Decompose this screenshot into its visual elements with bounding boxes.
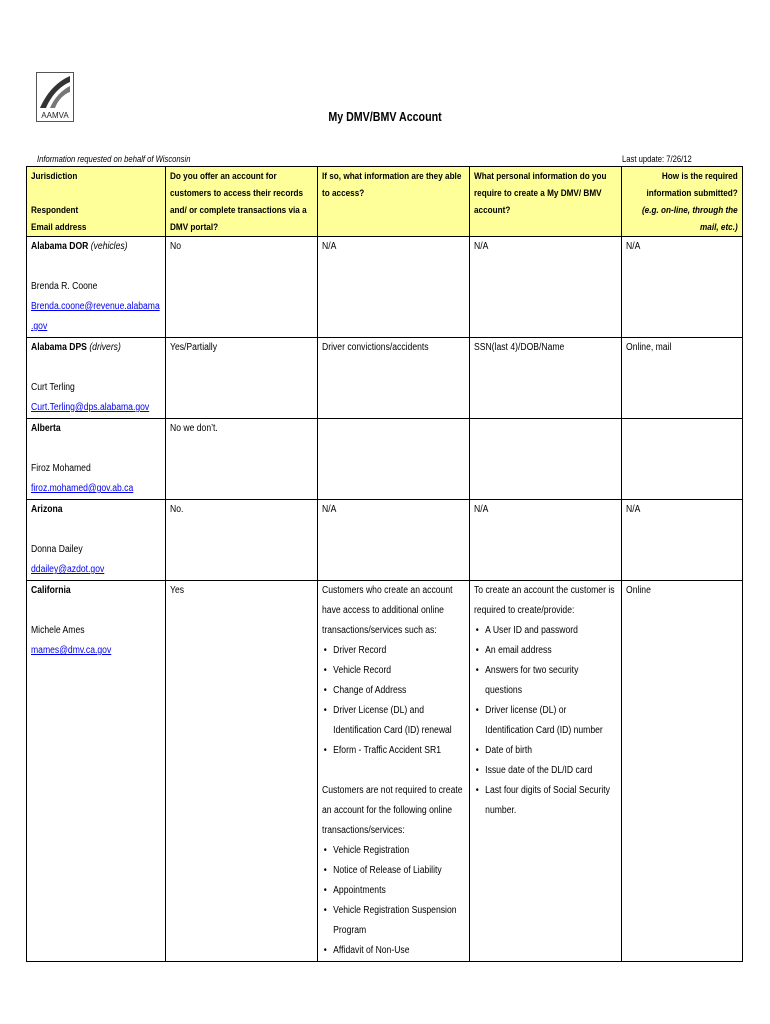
list-item: • Driver License (DL) and Identification Card (ID) renewal [322, 701, 465, 741]
respondent-email-link[interactable]: Brenda.coone@revenue.alabama [31, 301, 160, 312]
submitted-cell: Online [622, 581, 743, 962]
svg-text:AAMVA: AAMVA [41, 111, 69, 120]
required-cell: N/A [470, 237, 622, 338]
list-item: • Affidavit of Non-Use [322, 941, 465, 961]
document-title: My DMV/BMV Account [328, 109, 442, 124]
jurisdiction-name: California [31, 585, 71, 596]
required-cell: N/A [470, 500, 622, 581]
respondent-name: Donna Dailey [31, 544, 83, 555]
respondent-email-link[interactable]: mames@dmv.ca.gov [31, 645, 112, 656]
table-row [27, 338, 743, 419]
list-item: • Answers for two security questions [474, 661, 617, 701]
respondent-email-link-continued[interactable]: .gov [31, 321, 48, 332]
required-cell [470, 581, 622, 962]
list-item: • Change of Address [322, 681, 465, 701]
jurisdiction-name: Alberta [31, 423, 61, 434]
access-cell [318, 419, 470, 500]
submitted-cell: N/A [622, 500, 743, 581]
aamva-logo [36, 72, 74, 122]
jurisdiction-name: Alabama DPS [31, 342, 87, 353]
list-item: • Last four digits of Social Security number. [474, 781, 617, 821]
offer-cell: Yes [166, 581, 318, 962]
list-item: • Issue date of the DL/ID card [474, 761, 617, 781]
required-intro: To create an account the customer is required to create/provide: [474, 585, 615, 616]
access-cell: Driver convictions/accidents [318, 338, 470, 419]
header-required: What personal information do you require to create a My DMV/ BMV account? [470, 167, 622, 237]
list-item: • Vehicle Registration [322, 841, 465, 861]
requested-note: Information requested on behalf of Wisconsin [37, 154, 191, 164]
respondent-email-link[interactable]: ddailey@azdot.gov [31, 564, 105, 575]
jurisdiction-cell [27, 338, 166, 419]
table-row [27, 500, 743, 581]
list-item: • Eform - Traffic Accident SR1 [322, 741, 465, 761]
list-item: • Vehicle Record [322, 661, 465, 681]
list-item: • Notice of Release of Liability [322, 861, 465, 881]
header-jurisdiction [27, 167, 166, 237]
list-item: • Driver license (DL) or Identification Card (ID) number [474, 701, 617, 741]
last-update: Last update: 7/26/12 [622, 154, 692, 164]
offer-cell: No we don’t. [166, 419, 318, 500]
header-jurisdiction-label: Jurisdiction [31, 171, 78, 182]
list-item: • Vehicle Registration Suspension Program [322, 901, 465, 941]
offer-cell: No. [166, 500, 318, 581]
submitted-cell: Online, mail [622, 338, 743, 419]
offer-cell: No [166, 237, 318, 338]
jurisdiction-qualifier: (drivers) [89, 342, 121, 353]
list-item: • A User ID and password [474, 621, 617, 641]
header-offer: Do you offer an account for customers to access their records and/ or complete transactions via a DMV portal? [166, 167, 318, 237]
header-access: If so, what information are they able to access? [318, 167, 470, 237]
table-row [27, 237, 743, 338]
header-row [27, 167, 743, 237]
access-cell: N/A [318, 500, 470, 581]
jurisdiction-cell [27, 419, 166, 500]
required-cell [470, 419, 622, 500]
jurisdiction-cell [27, 581, 166, 962]
jurisdiction-qualifier: (vehicles) [90, 241, 128, 252]
jurisdiction-cell [27, 237, 166, 338]
header-respondent-label: Respondent [31, 205, 79, 216]
jurisdiction-name: Alabama DOR [31, 241, 89, 252]
list-item: • Driver Record [322, 641, 465, 661]
respondent-email-link[interactable]: Curt.Terling@dps.alabama.gov [31, 402, 150, 413]
access-intro: Customers who create an account have access to additional online transactions/services such as: [322, 585, 453, 636]
respondent-name: Curt Terling [31, 382, 75, 393]
header-submitted [622, 167, 743, 237]
jurisdiction-name: Arizona [31, 504, 63, 515]
required-cell: SSN(last 4)/DOB/Name [470, 338, 622, 419]
respondent-name: Michele Ames [31, 625, 85, 636]
account-table [26, 166, 743, 962]
jurisdiction-cell [27, 500, 166, 581]
access-cell: N/A [318, 237, 470, 338]
required-list [474, 621, 617, 821]
header-submitted-example: (e.g. on-line, through the mail, etc.) [641, 205, 738, 233]
list-item: • An email address [474, 641, 617, 661]
access-intro-no-account: Customers are not required to create an account for the following online transactions/services: [322, 785, 463, 836]
table-row [27, 419, 743, 500]
offer-cell: Yes/Partially [166, 338, 318, 419]
access-cell [318, 581, 470, 962]
respondent-name: Firoz Mohamed [31, 463, 91, 474]
list-item: • Date of birth [474, 741, 617, 761]
list-item: • Appointments [322, 881, 465, 901]
submitted-cell [622, 419, 743, 500]
header-email-label: Email address [31, 222, 87, 233]
no-account-list [322, 841, 465, 961]
respondent-email-link[interactable]: firoz.mohamed@gov.ab.ca [31, 483, 134, 494]
table-row [27, 581, 743, 962]
access-list [322, 641, 465, 761]
respondent-name: Brenda R. Coone [31, 281, 98, 292]
submitted-cell: N/A [622, 237, 743, 338]
header-submitted-question: How is the required information submitted? [646, 171, 738, 199]
